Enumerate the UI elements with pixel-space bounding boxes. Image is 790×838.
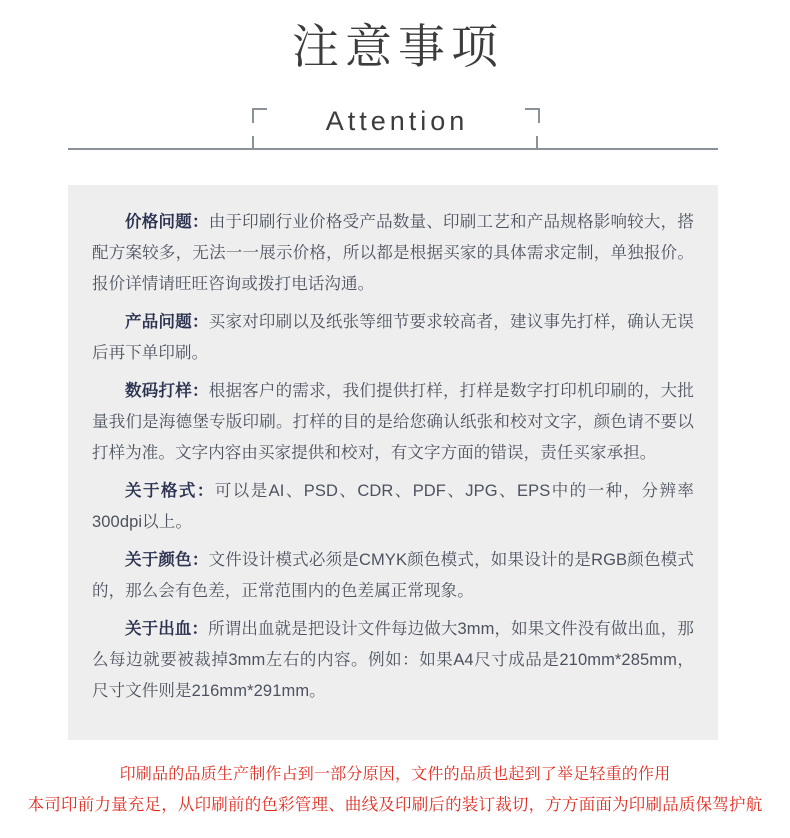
notice-section [92, 476, 694, 538]
notice-label: 产品问题： [125, 313, 209, 331]
page-title: 注意事项 [292, 20, 504, 73]
header-divider [68, 148, 718, 150]
notice-panel [68, 185, 718, 740]
notice-body: 买家对印刷以及纸张等细节要求较高者，建议事先打样，确认无误后再下单印刷。 [92, 313, 695, 362]
page-header [0, 0, 790, 185]
page-footer [0, 760, 790, 820]
notice-label: 价格问题： [125, 213, 209, 231]
corner-bracket-right-icon [525, 108, 540, 123]
notice-label: 数码打样： [125, 382, 209, 400]
notice-label: 关于格式： [125, 482, 215, 500]
footer-line-2: 本司印前力量充足，从印刷前的色彩管理、曲线及印刷后的装订裁切，方方面面为印刷品质保驾护航 [27, 796, 763, 814]
corner-bracket-left-icon [252, 108, 267, 123]
notice-section [92, 307, 694, 369]
notice-body: 由于印刷行业价格受产品数量、印刷工艺和产品规格影响较大，搭配方案较多，无法一一展示价格，所以都是根据买家的具体需求定制，单独报价。报价详情请旺旺咨询或拨打电话沟通。 [92, 213, 695, 293]
footer-line-1: 印刷品的品质生产制作占到一部分原因，文件的品质也起到了举足轻重的作用 [119, 766, 671, 783]
notice-section [92, 376, 694, 469]
subtitle-group [0, 104, 790, 154]
notice-section [92, 614, 694, 707]
notice-section [92, 545, 694, 607]
notice-label: 关于颜色： [125, 551, 209, 569]
notice-label: 关于出血： [125, 620, 209, 638]
notice-section [92, 207, 694, 300]
notice-body: 所谓出血就是把设计文件每边做大3mm，如果文件没有做出血，那么每边就要被裁掉3mm左右的内容。例如：如果A4尺寸成品是210mm*285mm，尺寸文件则是216mm*291mm。 [92, 620, 695, 700]
notice-body: 可以是AI、PSD、CDR、PDF、JPG、EPS中的一种，分辨率300dpi以上。 [92, 482, 694, 531]
notice-body: 根据客户的需求，我们提供打样，打样是数字打印机印刷的，大批量我们是海德堡专版印刷。打样的目的是给您确认纸张和校对文字，颜色请不要以打样为准。文字内容由买家提供和校对，有文字方面的错误，责任买家承担。 [92, 382, 695, 462]
notice-body: 文件设计模式必须是CMYK颜色模式，如果设计的是RGB颜色模式的，那么会有色差，正常范围内的色差属正常现象。 [92, 551, 694, 600]
page-subtitle: Attention [325, 106, 469, 136]
